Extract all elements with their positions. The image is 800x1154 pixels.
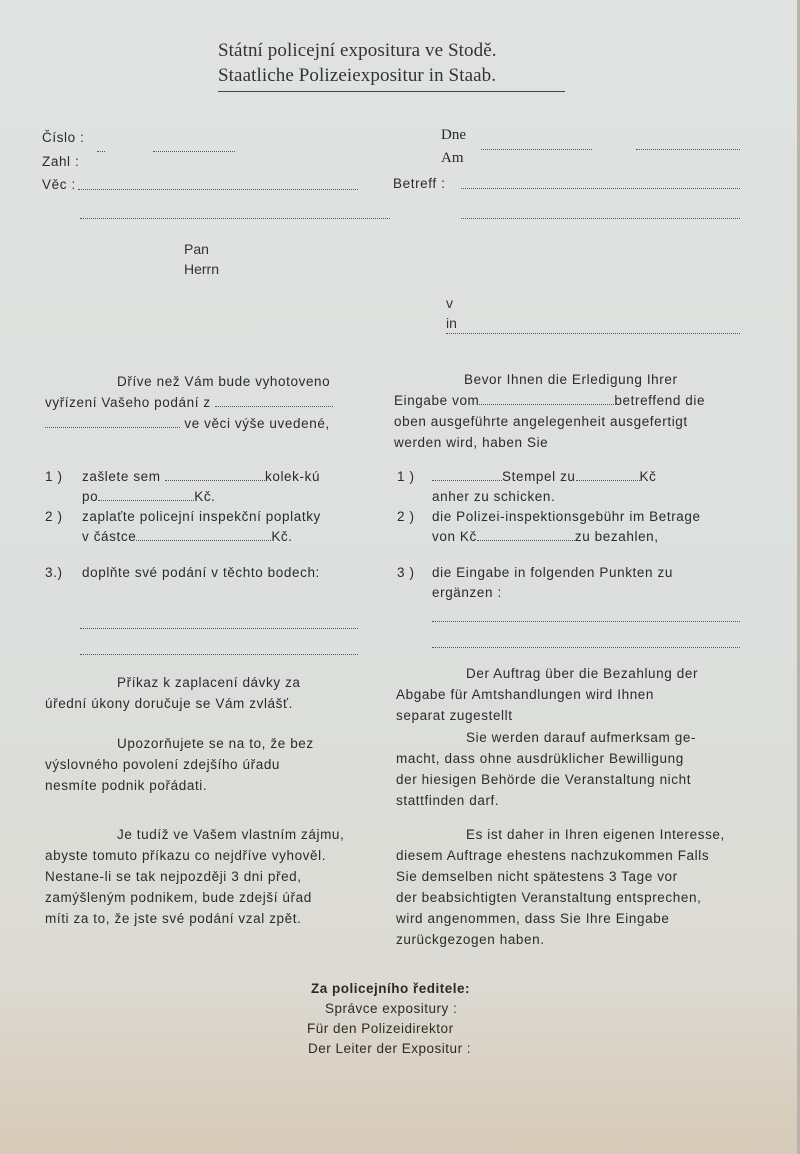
german-item1-text-b: Kč: [639, 469, 657, 484]
kolek-count-field[interactable]: [165, 479, 265, 481]
stempel-count-field[interactable]: [432, 479, 502, 481]
podani-from-field[interactable]: [45, 426, 180, 428]
czech-item1-text-b: kolek-kú: [265, 469, 321, 484]
german-para-3: [396, 824, 725, 950]
poplatek-amount-field[interactable]: [136, 539, 271, 541]
czech-intro-text-2: vyřízení Vašeho podání z: [45, 395, 211, 410]
czech-item1-text-d: Kč.: [194, 489, 216, 504]
czech-para3-line-3: Nestane-li se tak nejpozději 3 dni před,: [45, 869, 302, 884]
czech-item2-num: 2 ): [45, 509, 63, 524]
cislo-field-short[interactable]: [97, 151, 105, 152]
czech-item3-num: 3.): [45, 565, 63, 580]
czech-intro: [45, 371, 333, 434]
czech-item1-line: [82, 469, 320, 484]
german-para1-line-1: Der Auftrag über die Bezahlung der: [466, 666, 699, 681]
czech-item1-text-a: zašlete sem: [82, 469, 161, 484]
czech-item2-text-b: v částce: [82, 529, 137, 544]
zahl-label: Zahl :: [42, 154, 80, 169]
german-intro-text-3: betreffend die: [614, 393, 706, 408]
czech-points-field-1[interactable]: [80, 628, 358, 629]
czech-para-1: [45, 672, 301, 714]
german-para1-line-3: separat zugestellt: [396, 708, 513, 723]
title-czech: Státní policejní expositura ve Stodě.: [218, 40, 497, 61]
czech-para2-line-2: výslovného povolení zdejšího úřadu: [45, 757, 281, 772]
czech-para2-line-3: nesmíte podnik pořádati.: [45, 778, 208, 793]
gebuehr-amount-field[interactable]: [477, 539, 575, 541]
german-points-field-1[interactable]: [432, 621, 740, 622]
signature-line-4: Der Leiter der Expositur :: [308, 1041, 472, 1056]
german-intro-line-1: Bevor Ihnen die Erledigung Ihrer: [464, 372, 678, 387]
czech-item2-text-c: Kč.: [271, 529, 293, 544]
czech-item2-line-2: [82, 529, 293, 544]
german-item3-num: 3 ): [397, 565, 415, 580]
german-para3-line-5: wird angenommen, dass Sie Ihre Eingabe: [396, 911, 670, 926]
german-para2-line-3: der hiesigen Behörde die Veranstaltung nicht: [396, 772, 692, 787]
czech-intro-text-3: ve věci výše uvedené,: [184, 416, 330, 431]
czech-points-field-2[interactable]: [80, 654, 358, 655]
czech-para3-line-2: abyste tomuto příkazu co nejdříve vyhověl.: [45, 848, 327, 863]
german-para-1: [396, 663, 698, 726]
cislo-field[interactable]: [153, 151, 235, 152]
title-underline: [218, 91, 565, 92]
czech-intro-line-3: [45, 413, 333, 434]
german-item2-num: 2 ): [397, 509, 415, 524]
eingabe-date-field[interactable]: [479, 403, 614, 405]
betreff-field-2[interactable]: [461, 218, 740, 219]
czech-para2-line-1: Upozorňujete se na to, že bez: [117, 736, 314, 751]
address-field[interactable]: [446, 333, 740, 334]
dne-field-2[interactable]: [636, 149, 740, 150]
german-para3-line-4: der beabsichtigten Veranstaltung entsprechen,: [396, 890, 702, 905]
german-para3-line-1: Es ist daher in Ihren eigenen Interesse,: [466, 827, 725, 842]
czech-intro-line-2: [45, 392, 333, 413]
czech-para3-line-5: míti za to, že jste své podání vzal zpět.: [45, 911, 302, 926]
v-label: v: [446, 295, 453, 311]
pan-label: Pan: [184, 241, 209, 257]
czech-item1-text-c: po: [82, 489, 99, 504]
czech-item1-num: 1 ): [45, 469, 63, 484]
herrn-label: Herrn: [184, 261, 220, 277]
betreff-label: Betreff :: [393, 176, 446, 191]
am-label: Am: [441, 150, 464, 166]
vec-field[interactable]: [78, 189, 358, 190]
czech-intro-line-1: Dříve než Vám bude vyhotoveno: [117, 374, 331, 389]
cislo-label: Číslo :: [42, 130, 85, 145]
german-para3-line-6: zurückgezogen haben.: [396, 932, 545, 947]
german-item1-num: 1 ): [397, 469, 415, 484]
podani-date-field[interactable]: [215, 405, 333, 407]
german-para3-line-2: diesem Auftrage ehestens nachzukommen Falls: [396, 848, 710, 863]
czech-para3-line-4: zamýšleným podnikem, bude zdejší úřad: [45, 890, 312, 905]
german-intro-line-3: oben ausgeführte angelegenheit ausgefertigt: [394, 414, 688, 429]
vec-label: Věc :: [42, 177, 76, 192]
german-item3-line: die Eingabe in folgenden Punkten zu: [432, 565, 673, 580]
czech-item2-line: zaplaťte policejní inspekční poplatky: [82, 509, 321, 524]
german-item1-line: [432, 469, 657, 484]
czech-para-2: [45, 733, 314, 796]
german-item3-line-2: ergänzen :: [432, 585, 502, 600]
dne-field[interactable]: [481, 149, 592, 150]
german-intro: [394, 369, 705, 453]
signature-line-1: Za policejního ředitele:: [311, 981, 471, 996]
german-para2-line-2: macht, dass ohne ausdrüklicher Bewilligung: [396, 751, 684, 766]
german-para1-line-2: Abgabe für Amtshandlungen wird Ihnen: [396, 687, 655, 702]
czech-para-3: [45, 824, 344, 929]
czech-para1-line-1: Příkaz k zaplacení dávky za: [117, 675, 301, 690]
signature-line-2: Správce expositury :: [325, 1001, 458, 1016]
czech-item1-line-2: [82, 489, 216, 504]
dne-label: Dne: [441, 127, 466, 143]
german-item2-text-c: zu bezahlen,: [574, 529, 659, 544]
german-item1-line-2: anher zu schicken.: [432, 489, 556, 504]
german-para2-line-4: stattfinden darf.: [396, 793, 500, 808]
german-item2-line: die Polizei-inspektionsgebühr im Betrage: [432, 509, 701, 524]
german-intro-line-2: [394, 390, 705, 411]
german-item2-line-2: [432, 529, 659, 544]
vec-field-2[interactable]: [80, 218, 390, 219]
german-para3-line-3: Sie demselben nicht spätestens 3 Tage vor: [396, 869, 678, 884]
german-para2-line-1: Sie werden darauf aufmerksam ge-: [466, 730, 697, 745]
signature-line-3: Für den Polizeidirektor: [307, 1021, 454, 1036]
stempel-value-field[interactable]: [576, 479, 640, 481]
betreff-field[interactable]: [461, 188, 740, 189]
german-item2-text-b: von Kč: [432, 529, 477, 544]
czech-para1-line-2: úřední úkony doručuje se Vám zvlášť.: [45, 696, 294, 711]
kolek-value-field[interactable]: [98, 499, 194, 501]
german-intro-text-2: Eingabe vom: [394, 393, 480, 408]
german-points-field-2[interactable]: [432, 647, 740, 648]
czech-para3-line-1: Je tudíž ve Vašem vlastním zájmu,: [117, 827, 345, 842]
german-intro-line-4: werden wird, haben Sie: [394, 435, 549, 450]
czech-item3-line: doplňte své podání v těchto bodech:: [82, 565, 320, 580]
german-item1-text-a: Stempel zu: [502, 469, 576, 484]
in-label: in: [446, 315, 457, 331]
german-para-2: [396, 727, 696, 811]
title-german: Staatliche Polizeiexpositur in Staab.: [218, 65, 497, 86]
